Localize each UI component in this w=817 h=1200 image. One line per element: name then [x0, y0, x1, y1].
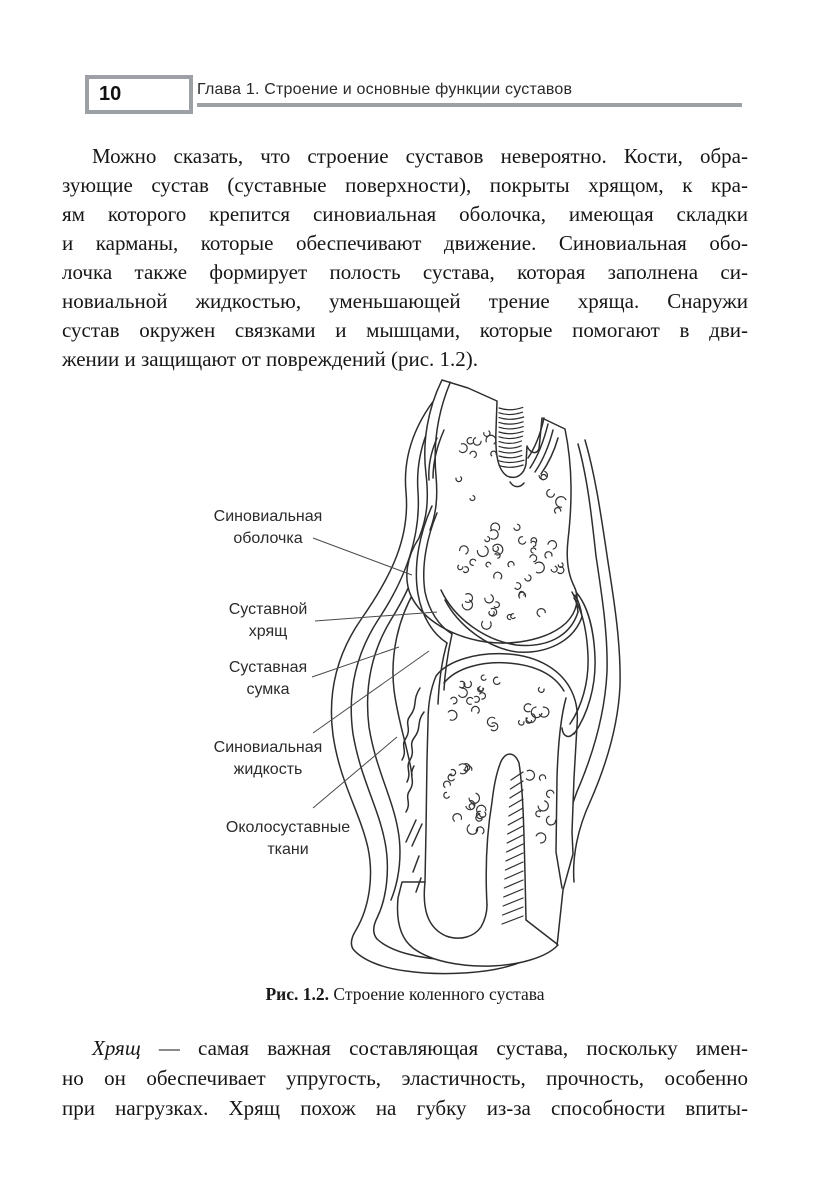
notch-hatching	[499, 407, 524, 467]
paragraph-1	[62, 142, 748, 374]
header-rule	[197, 103, 742, 107]
figure-1-2	[0, 372, 817, 984]
figure-caption-number: Рис. 1.2.	[265, 984, 330, 1004]
capsule-fold	[402, 688, 420, 760]
text-line: Можно сказать, что строение суставов невероятно. Кости, обра-	[92, 144, 748, 168]
label-periarticular-tissue: Околосуставные ткани	[225, 819, 351, 858]
term-cartilage: Хрящ	[92, 1036, 141, 1060]
text-line: жении и защищают от повреждений (рис. 1.2).	[62, 347, 479, 371]
page-number: 10	[99, 83, 122, 105]
capsule-fold	[413, 856, 419, 872]
label-synovial-fluid: Синовиальная жидкость	[213, 739, 323, 778]
figure-caption-text: Строение коленного сустава	[329, 984, 545, 1004]
label-synovial-membrane: Синовиальная оболочка	[213, 508, 323, 547]
knee-joint-diagram	[0, 372, 817, 984]
text-line: сустав окружен связками и мышцами, которые помогают в дви-	[62, 318, 748, 342]
text-line: и карманы, которые обеспечивают движение. Синовиальная обо-	[62, 231, 748, 255]
tibia-outline	[398, 654, 578, 966]
text-line: но он обеспечивает упругость, эластичность, прочность, особенно	[62, 1066, 748, 1090]
capsule-right	[574, 440, 620, 882]
text-line: ям которого крепится синовиальная оболочка, имеющая складки	[62, 202, 748, 226]
femur-outline	[407, 380, 577, 643]
text-line: новиальной жидкостью, уменьшающей трение хряща. Снаружи	[62, 289, 748, 313]
text-line: лочка также формирует полость сустава, которая заполнена си-	[62, 260, 748, 284]
capsule-fold	[407, 712, 424, 782]
text-line: Хрящ — самая важная составляющая сустава, поскольку имен-	[92, 1036, 748, 1060]
chapter-running-title: Глава 1. Строение и основные функции суставов	[197, 81, 573, 98]
text-line: при нагрузках. Хрящ похож на губку из-за способности впиты-	[62, 1096, 748, 1120]
label-articular-cartilage: Суставной хрящ	[228, 601, 308, 640]
capsule-fold	[406, 766, 414, 812]
page-number-box	[85, 75, 193, 114]
label-joint-capsule: Суставная сумка	[228, 659, 308, 698]
text-line: зующие сустав (суставные поверхности), покрыты хрящом, к кра-	[62, 173, 748, 197]
paragraph-2	[62, 1033, 748, 1123]
figure-caption	[62, 984, 748, 1005]
